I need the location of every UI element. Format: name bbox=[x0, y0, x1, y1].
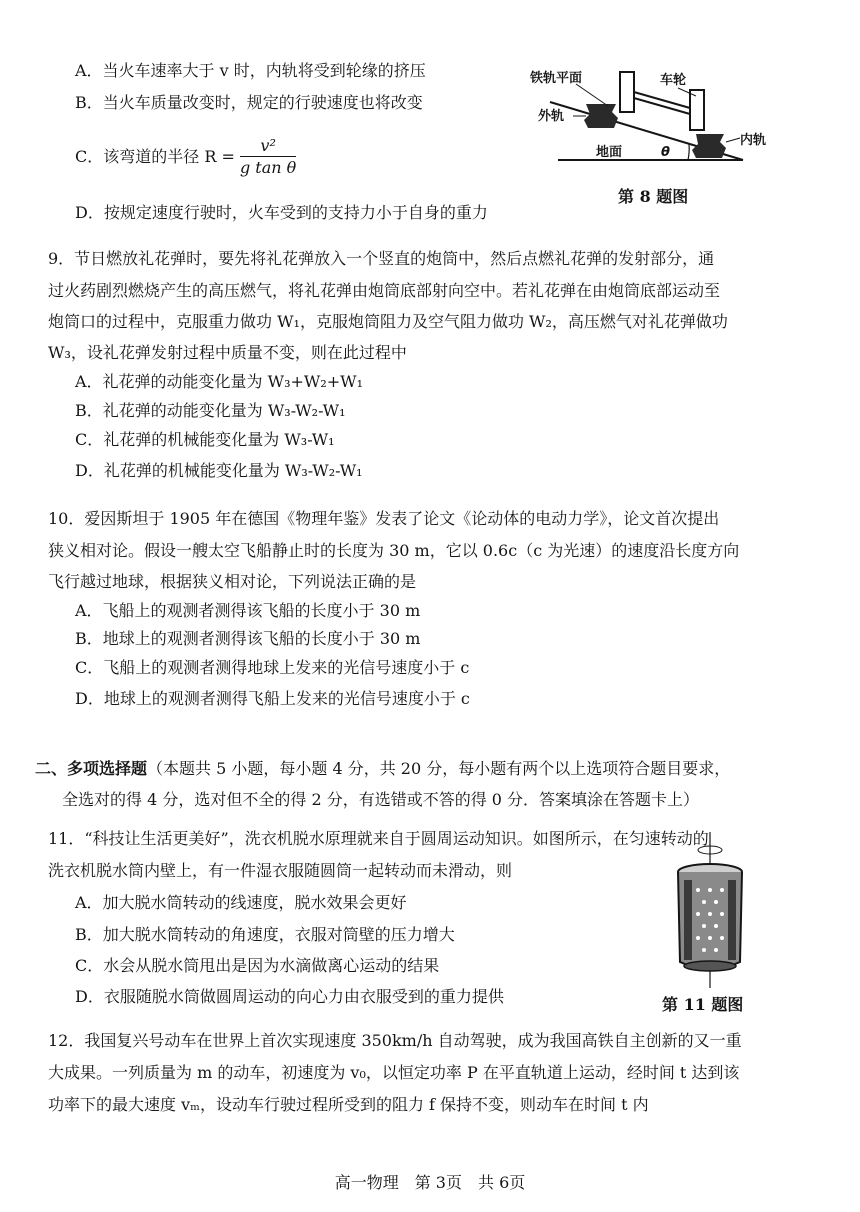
formula-denominator: g tan θ bbox=[239, 158, 297, 177]
q10-option-d: D．地球上的观测者测得飞船上发来的光信号速度小于 c bbox=[75, 689, 470, 708]
q12-stem-line-2: 大成果。一列质量为 m 的动车，初速度为 v₀，以恒定功率 P 在平直轨道上运动，经时间 t 达到该 bbox=[48, 1063, 740, 1082]
q10-option-b: B．地球上的观测者测得该飞船的长度小于 30 m bbox=[75, 629, 421, 648]
label-theta: θ bbox=[661, 145, 670, 160]
q9-stem-line-4: W₃，设礼花弹发射过程中质量不变，则在此过程中 bbox=[48, 343, 407, 362]
radius-formula bbox=[240, 136, 296, 179]
label-ground: 地面 bbox=[596, 145, 623, 160]
formula-numerator: v² bbox=[240, 136, 296, 157]
q9-option-c: C．礼花弹的机械能变化量为 W₃-W₁ bbox=[75, 430, 335, 449]
q11-stem-line-2: 洗衣机脱水筒内壁上，有一件湿衣服随圆筒一起转动而未滑动，则 bbox=[48, 861, 513, 880]
q8-option-c-prefix: C．该弯道的半径 R = bbox=[75, 147, 235, 166]
q9-option-d: D．礼花弹的机械能变化量为 W₃-W₂-W₁ bbox=[75, 461, 363, 480]
label-inner-rail: 内轨 bbox=[740, 133, 767, 148]
q9-stem-line-1: 9．节日燃放礼花弹时，要先将礼花弹放入一个竖直的炮筒中，然后点燃礼花弹的发射部分，通 bbox=[48, 249, 715, 268]
q12-stem-line-3: 功率下的最大速度 vₘ，设动车行驶过程所受到的阻力 f 保持不变，则动车在时间 t 内 bbox=[48, 1095, 649, 1114]
q11-stem-line-1: 11．“科技让生活更美好”，洗衣机脱水原理就来自于圆周运动知识。如图所示，在匀速转动的 bbox=[48, 829, 709, 848]
q11-option-b: B．加大脱水筒转动的角速度，衣服对筒壁的压力增大 bbox=[75, 925, 455, 944]
q11-option-a: A．加大脱水筒转动的线速度，脱水效果会更好 bbox=[75, 893, 407, 912]
q11-option-c: C．水会从脱水筒甩出是因为水滴做离心运动的结果 bbox=[75, 956, 440, 975]
label-wheel: 车轮 bbox=[660, 73, 687, 88]
label-outer-rail: 外轨 bbox=[538, 109, 565, 124]
q9-option-b: B．礼花弹的动能变化量为 W₃-W₂-W₁ bbox=[75, 401, 346, 420]
q8-option-b: B．当火车质量改变时，规定的行驶速度也将改变 bbox=[75, 93, 423, 112]
q10-stem-line-3: 飞行越过地球，根据狭义相对论，下列说法正确的是 bbox=[48, 572, 417, 591]
figure-11-spin-drum bbox=[660, 830, 760, 990]
q10-option-a: A．飞船上的观测者测得该飞船的长度小于 30 m bbox=[75, 601, 421, 620]
q10-stem-line-1: 10．爱因斯坦于 1905 年在德国《物理年鉴》发表了论文《论动体的电动力学》，论文首次提出 bbox=[48, 509, 720, 528]
figure-8-caption: 第 8 题图 bbox=[618, 187, 689, 206]
figure-8-banked-track bbox=[528, 62, 778, 172]
page-footer: 高一物理 第 3页 共 6页 bbox=[334, 1173, 526, 1192]
q12-stem-line-1: 12．我国复兴号动车在世界上首次实现速度 350km/h 自动驾驶，成为我国高铁自主创新的又一重 bbox=[48, 1031, 742, 1050]
q8-option-a: A．当火车速率大于 v 时，内轨将受到轮缘的挤压 bbox=[75, 61, 426, 80]
q9-stem-line-3: 炮筒口的过程中，克服重力做功 W₁，克服炮筒阻力及空气阻力做功 W₂，高压燃气对礼花弹做功 bbox=[48, 312, 728, 331]
q9-option-a: A．礼花弹的动能变化量为 W₃+W₂+W₁ bbox=[75, 372, 364, 391]
section-2-desc-2: 全选对的得 4 分，选对但不全的得 2 分，有选错或不答的得 0 分．答案填涂在答题卡上） bbox=[62, 790, 700, 809]
figure-11-caption: 第 11 题图 bbox=[662, 995, 744, 1014]
section-2-desc-1: （本题共 5 小题，每小题 4 分，共 20 分，每小题有两个以上选项符合题目要求， bbox=[147, 759, 731, 778]
q10-option-c: C．飞船上的观测者测得地球上发来的光信号速度小于 c bbox=[75, 658, 470, 677]
q8-option-c bbox=[75, 136, 296, 179]
section-2-header bbox=[35, 758, 730, 780]
label-track-plane: 铁轨平面 bbox=[530, 71, 583, 86]
section-2-title: 二、多项选择题 bbox=[35, 759, 148, 778]
q8-option-d: D．按规定速度行驶时，火车受到的支持力小于自身的重力 bbox=[75, 203, 488, 222]
q9-stem-line-2: 过火药剧烈燃烧产生的高压燃气，将礼花弹由炮筒底部射向空中。若礼花弹在由炮筒底部运动至 bbox=[48, 281, 721, 300]
q11-option-d: D．衣服随脱水筒做圆周运动的向心力由衣服受到的重力提供 bbox=[75, 987, 504, 1006]
q10-stem-line-2: 狭义相对论。假设一艘太空飞船静止时的长度为 30 m，它以 0.6c（c 为光速）的速度沿长度方向 bbox=[48, 541, 740, 560]
